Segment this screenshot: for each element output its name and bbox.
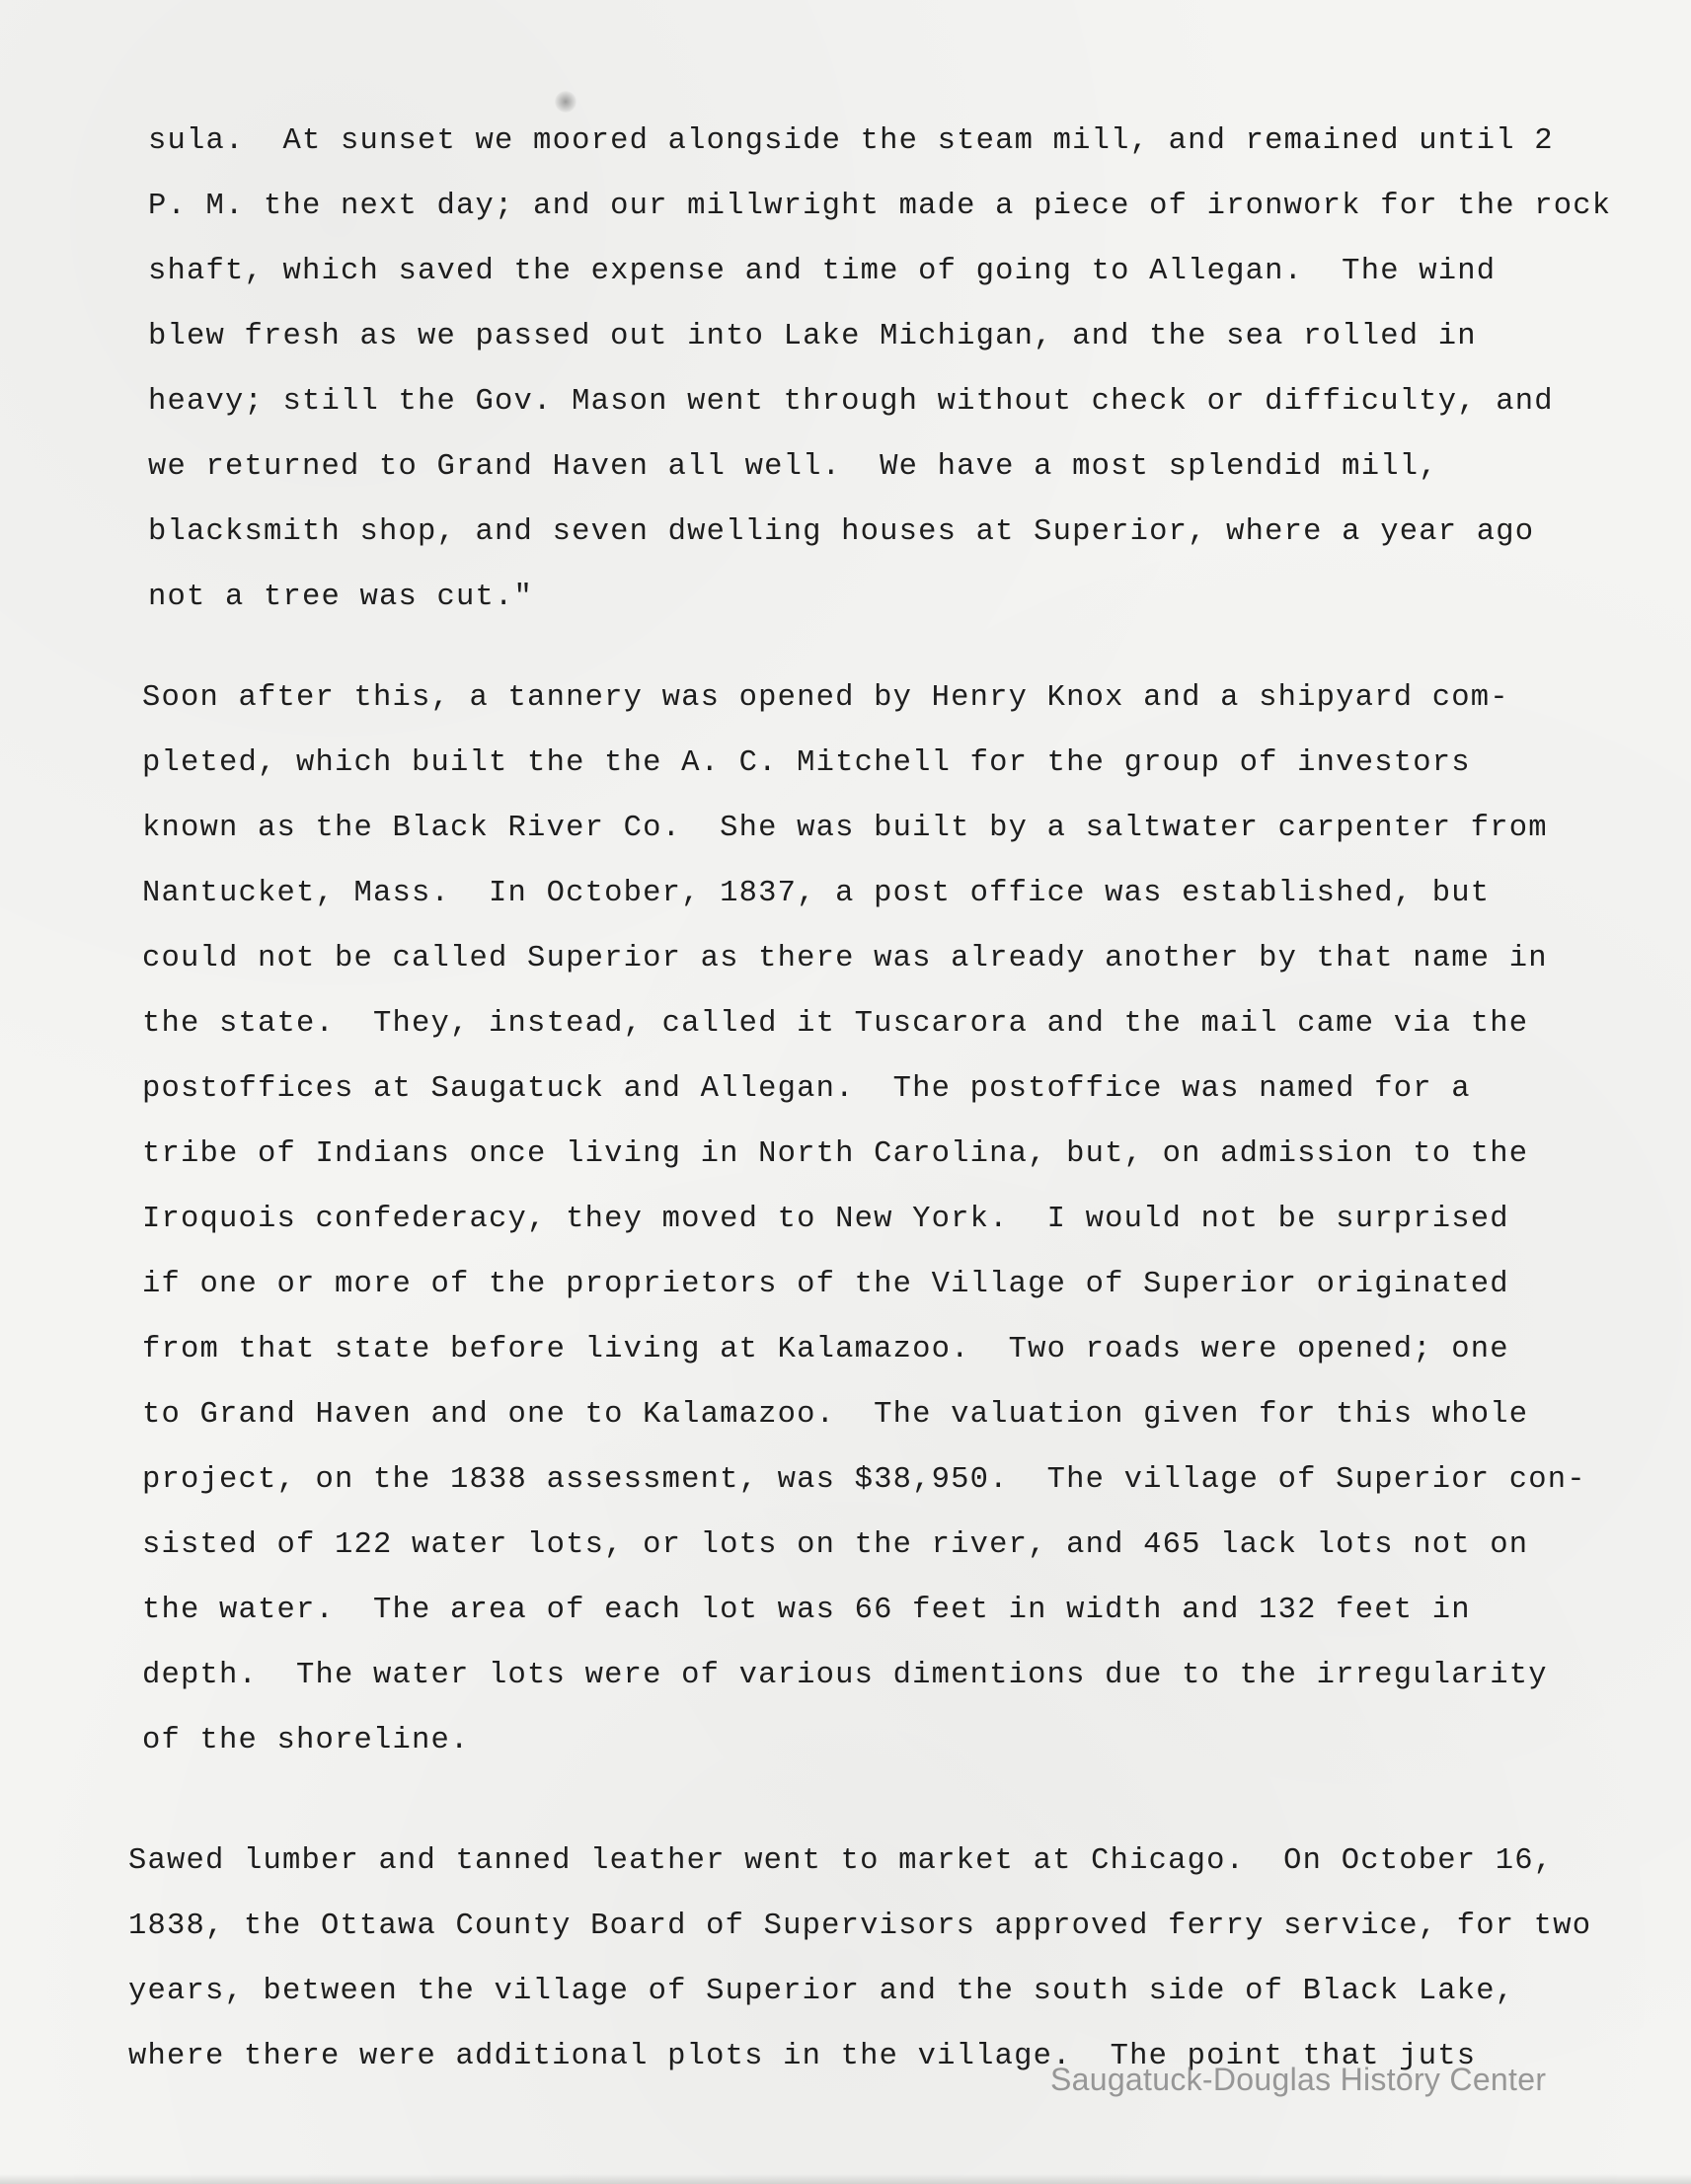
text-line: years, between the village of Superior and the south side of Black Lake,	[128, 1975, 1515, 2008]
paragraph-2	[142, 665, 1586, 1773]
text-line: 1838, the Ottawa County Board of Supervisors approved ferry service, for two	[128, 1910, 1592, 1943]
text-line: we returned to Grand Haven all well. We have a most splendid mill,	[148, 450, 1438, 484]
text-line: depth. The water lots were of various dimentions due to the irregularity	[142, 1659, 1548, 1692]
paragraph-1	[148, 109, 1611, 630]
text-line: blew fresh as we passed out into Lake Michigan, and the sea rolled in	[148, 320, 1477, 353]
text-line: sula. At sunset we moored alongside the steam mill, and remained until 2	[148, 124, 1554, 158]
text-line: pleted, which built the the A. C. Mitchell for the group of investors	[142, 746, 1471, 780]
text-line: the water. The area of each lot was 66 feet in width and 132 feet in	[142, 1594, 1471, 1627]
text-line: tribe of Indians once living in North Carolina, but, on admission to the	[142, 1137, 1529, 1171]
text-line: could not be called Superior as there was already another by that name in	[142, 942, 1548, 975]
text-line: sisted of 122 water lots, or lots on the river, and 465 lack lots not on	[142, 1528, 1529, 1562]
text-line: from that state before living at Kalamazoo. Two roads were opened; one	[142, 1333, 1509, 1366]
text-line: Soon after this, a tannery was opened by Henry Knox and a shipyard com-	[142, 681, 1509, 715]
text-line: heavy; still the Gov. Mason went through without check or difficulty, and	[148, 385, 1554, 419]
text-line: P. M. the next day; and our millwright made a piece of ironwork for the rock	[148, 190, 1612, 223]
text-line: shaft, which saved the expense and time of going to Allegan. The wind	[148, 255, 1497, 288]
text-line: postoffices at Saugatuck and Allegan. The postoffice was named for a	[142, 1072, 1471, 1106]
text-line: to Grand Haven and one to Kalamazoo. The valuation given for this whole	[142, 1398, 1529, 1432]
watermark: Saugatuck-Douglas History Center	[1050, 2062, 1547, 2097]
text-line: known as the Black River Co. She was built by a saltwater carpenter from	[142, 812, 1548, 845]
text-line: Nantucket, Mass. In October, 1837, a post office was established, but	[142, 877, 1491, 910]
text-line: not a tree was cut."	[148, 581, 534, 614]
text-line: if one or more of the proprietors of the Village of Superior originated	[142, 1268, 1509, 1301]
text-line: of the shoreline.	[142, 1724, 470, 1757]
text-line: project, on the 1838 assessment, was $38,950. The village of Superior con-	[142, 1463, 1586, 1497]
text-line: Sawed lumber and tanned leather went to market at Chicago. On October 16,	[128, 1844, 1554, 1878]
text-line: where there were additional plots in the village. The point that juts	[128, 2040, 1477, 2073]
paragraph-3	[128, 1829, 1591, 2089]
text-line: the state. They, instead, called it Tuscarora and the mail came via the	[142, 1007, 1529, 1041]
text-line: blacksmith shop, and seven dwelling houses at Superior, where a year ago	[148, 515, 1535, 549]
text-line: Iroquois confederacy, they moved to New York. I would not be surprised	[142, 1203, 1509, 1236]
page-bottom-edge	[0, 2174, 1691, 2184]
